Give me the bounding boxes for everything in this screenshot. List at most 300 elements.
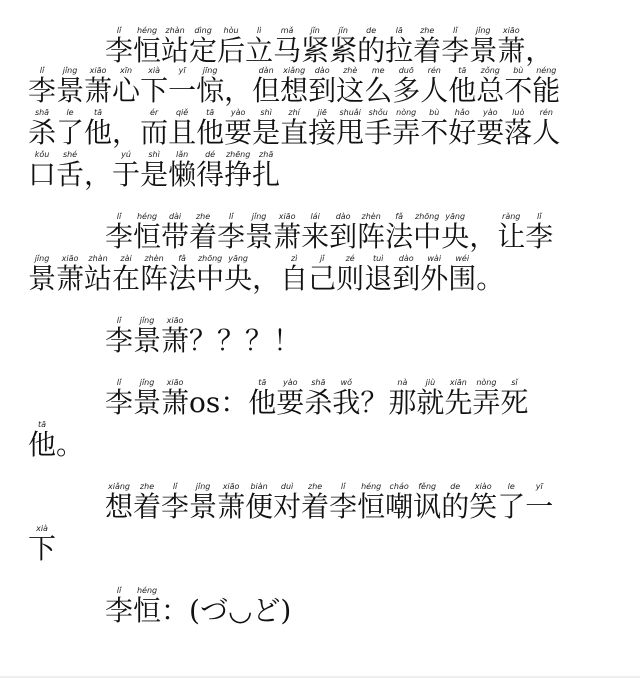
hanzi-with-pinyin — [280, 254, 309, 295]
pinyin-annotation: ràng — [497, 212, 526, 221]
text-line — [105, 378, 528, 417]
pinyin-annotation: xiǎng — [105, 482, 134, 491]
hanzi-char: 对 — [273, 490, 302, 523]
hanzi-char: 能 — [532, 74, 561, 107]
pinyin-annotation: nòng — [472, 378, 501, 387]
pinyin-annotation: nòng — [392, 108, 421, 117]
hanzi-char: 站 — [84, 262, 113, 295]
hanzi-char: 到 — [329, 220, 358, 253]
hanzi-char: 是 — [252, 116, 281, 149]
pinyin-annotation: wǒ — [332, 378, 361, 387]
hanzi-with-pinyin — [28, 66, 57, 107]
hanzi-char: 弄 — [472, 386, 501, 419]
pinyin-annotation: zì — [280, 254, 309, 263]
hanzi-char: 就 — [416, 386, 445, 419]
pinyin-annotation: bù — [504, 66, 533, 75]
hanzi-char: 死 — [500, 386, 529, 419]
hanzi-with-pinyin — [105, 212, 134, 253]
pinyin-annotation: kǒu — [28, 150, 57, 159]
hanzi-with-pinyin — [105, 586, 134, 627]
hanzi-with-pinyin — [224, 254, 253, 295]
pinyin-annotation: shā — [304, 378, 333, 387]
pinyin-annotation: dìng — [189, 26, 218, 35]
hanzi-with-pinyin — [245, 26, 274, 67]
pinyin-annotation: jǐ — [308, 254, 337, 263]
hanzi-with-pinyin — [161, 316, 190, 357]
pinyin-annotation: rén — [420, 66, 449, 75]
hanzi-char: 着 — [133, 490, 162, 523]
hanzi-with-pinyin — [133, 212, 162, 253]
hanzi-with-pinyin — [388, 378, 417, 419]
hanzi-with-pinyin — [525, 212, 554, 253]
hanzi-char: 他 — [28, 428, 57, 461]
hanzi-char: 手 — [364, 116, 393, 149]
pinyin-annotation: zǒng — [476, 66, 505, 75]
hanzi-with-pinyin — [441, 26, 470, 67]
pinyin-annotation: jǐng — [56, 66, 85, 75]
hanzi-with-pinyin — [56, 108, 85, 149]
pinyin-annotation: lǐ — [105, 586, 134, 595]
hanzi-with-pinyin — [196, 254, 225, 295]
punctuation: ， — [525, 34, 554, 67]
pinyin-annotation: lǐ — [525, 212, 554, 221]
hanzi-with-pinyin — [301, 212, 330, 253]
hanzi-with-pinyin — [105, 316, 134, 357]
hanzi-char: 李 — [105, 220, 134, 253]
hanzi-with-pinyin — [497, 212, 526, 253]
pinyin-annotation: xiāo — [217, 482, 246, 491]
pinyin-annotation: xiān — [444, 378, 473, 387]
hanzi-with-pinyin — [385, 26, 414, 67]
hanzi-with-pinyin — [161, 212, 190, 253]
pinyin-annotation: shì — [252, 108, 281, 117]
hanzi-char: 要 — [224, 116, 253, 149]
pinyin-annotation: de — [357, 26, 386, 35]
hanzi-with-pinyin — [217, 482, 246, 523]
pinyin-annotation: yào — [224, 108, 253, 117]
hanzi-char: 的 — [441, 490, 470, 523]
pinyin-annotation: tā — [196, 108, 225, 117]
hanzi-char: 他 — [448, 74, 477, 107]
hanzi-with-pinyin — [504, 66, 533, 107]
hanzi-char: 法 — [385, 220, 414, 253]
pinyin-annotation: zhè — [336, 66, 365, 75]
pinyin-annotation: jǐng — [133, 316, 162, 325]
pinyin-annotation: sǐ — [500, 378, 529, 387]
pinyin-annotation: héng — [357, 482, 386, 491]
hanzi-char: 景 — [133, 324, 162, 357]
pinyin-annotation: wài — [420, 254, 449, 263]
pinyin-annotation: dào — [308, 66, 337, 75]
hanzi-with-pinyin — [273, 482, 302, 523]
hanzi-char: 要 — [476, 116, 505, 149]
hanzi-char: 阵 — [357, 220, 386, 253]
pinyin-annotation: zhe — [133, 482, 162, 491]
hanzi-char: 人 — [420, 74, 449, 107]
hanzi-with-pinyin — [133, 586, 162, 627]
hanzi-char: 他 — [196, 116, 225, 149]
hanzi-char: 那 — [388, 386, 417, 419]
hanzi-char: 直 — [280, 116, 309, 149]
hanzi-with-pinyin — [357, 212, 386, 253]
hanzi-char: 李 — [329, 490, 358, 523]
pinyin-annotation: jǐng — [245, 212, 274, 221]
hanzi-char: 自 — [280, 262, 309, 295]
pinyin-annotation: me — [364, 66, 393, 75]
hanzi-char: 但 — [252, 74, 281, 107]
hanzi-with-pinyin — [252, 108, 281, 149]
pinyin-annotation: jiē — [308, 108, 337, 117]
hanzi-with-pinyin — [133, 482, 162, 523]
pinyin-annotation: héng — [133, 586, 162, 595]
hanzi-char: 接 — [308, 116, 337, 149]
hanzi-char: 法 — [168, 262, 197, 295]
hanzi-char: 一 — [525, 490, 554, 523]
hanzi-char: 景 — [189, 490, 218, 523]
hanzi-with-pinyin — [217, 212, 246, 253]
pinyin-annotation: duì — [273, 482, 302, 491]
pinyin-annotation: luò — [504, 108, 533, 117]
hanzi-char: 萧 — [273, 220, 302, 253]
hanzi-char: 这 — [336, 74, 365, 107]
hanzi-char: 萧 — [497, 34, 526, 67]
pinyin-annotation: xià — [28, 524, 57, 533]
pinyin-annotation: jǐng — [469, 26, 498, 35]
hanzi-with-pinyin — [497, 482, 526, 523]
hanzi-char: 紧 — [301, 34, 330, 67]
hanzi-char: 于 — [112, 158, 141, 191]
hanzi-with-pinyin — [252, 66, 281, 107]
pinyin-annotation: wéi — [448, 254, 477, 263]
hanzi-with-pinyin — [500, 378, 529, 419]
hanzi-char: 阵 — [140, 262, 169, 295]
hanzi-char: 杀 — [28, 116, 57, 149]
hanzi-with-pinyin — [308, 254, 337, 295]
pinyin-annotation: lǎn — [168, 150, 197, 159]
hanzi-with-pinyin — [245, 482, 274, 523]
hanzi-char: 李 — [217, 220, 246, 253]
pinyin-annotation: dài — [161, 212, 190, 221]
hanzi-with-pinyin — [532, 108, 561, 149]
hanzi-with-pinyin — [469, 26, 498, 67]
pinyin-annotation: zài — [112, 254, 141, 263]
hanzi-with-pinyin — [301, 482, 330, 523]
hanzi-char: 得 — [196, 158, 225, 191]
hanzi-with-pinyin — [28, 254, 57, 295]
hanzi-with-pinyin — [441, 212, 470, 253]
hanzi-with-pinyin — [140, 66, 169, 107]
pinyin-annotation: hǎo — [448, 108, 477, 117]
hanzi-with-pinyin — [196, 66, 225, 107]
hanzi-char: 便 — [245, 490, 274, 523]
hanzi-with-pinyin — [336, 254, 365, 295]
hanzi-char: 弄 — [392, 116, 421, 149]
hanzi-char: 着 — [189, 220, 218, 253]
hanzi-char: 围 — [448, 262, 477, 295]
pinyin-annotation: zhe — [301, 482, 330, 491]
hanzi-with-pinyin — [329, 482, 358, 523]
hanzi-char: 人 — [532, 116, 561, 149]
hanzi-char: 先 — [444, 386, 473, 419]
hanzi-with-pinyin — [448, 254, 477, 295]
hanzi-char: 李 — [105, 386, 134, 419]
hanzi-char: 李 — [161, 490, 190, 523]
hanzi-with-pinyin — [273, 212, 302, 253]
pinyin-annotation: lì — [245, 26, 274, 35]
hanzi-with-pinyin — [105, 26, 134, 67]
hanzi-with-pinyin — [420, 66, 449, 107]
punctuation: os： — [189, 386, 249, 419]
pinyin-annotation: dàn — [252, 66, 281, 75]
text-line — [105, 586, 291, 625]
hanzi-with-pinyin — [133, 26, 162, 67]
pinyin-annotation: dé — [196, 150, 225, 159]
hanzi-char: 了 — [56, 116, 85, 149]
pinyin-annotation: lǐ — [105, 212, 134, 221]
hanzi-with-pinyin — [357, 26, 386, 67]
pinyin-annotation: lǐ — [329, 482, 358, 491]
hanzi-with-pinyin — [273, 26, 302, 67]
hanzi-char: 己 — [308, 262, 337, 295]
hanzi-char: 景 — [28, 262, 57, 295]
hanzi-with-pinyin — [217, 26, 246, 67]
hanzi-char: 笑 — [469, 490, 498, 523]
hanzi-char: 后 — [217, 34, 246, 67]
pinyin-annotation: xiāo — [161, 378, 190, 387]
pinyin-annotation: jǐn — [301, 26, 330, 35]
pinyin-annotation: lǐ — [105, 378, 134, 387]
pinyin-annotation: fěng — [413, 482, 442, 491]
pinyin-annotation: lā — [385, 26, 414, 35]
hanzi-char: 恒 — [133, 220, 162, 253]
pinyin-annotation: qiě — [168, 108, 197, 117]
hanzi-char: 好 — [448, 116, 477, 149]
hanzi-char: 萧 — [217, 490, 246, 523]
hanzi-with-pinyin — [276, 378, 305, 419]
hanzi-with-pinyin — [161, 26, 190, 67]
hanzi-char: 且 — [168, 116, 197, 149]
hanzi-char: 萧 — [161, 324, 190, 357]
hanzi-with-pinyin — [112, 254, 141, 295]
hanzi-with-pinyin — [497, 26, 526, 67]
hanzi-with-pinyin — [308, 108, 337, 149]
hanzi-char: 下 — [140, 74, 169, 107]
hanzi-with-pinyin — [105, 378, 134, 419]
pinyin-annotation: zhí — [280, 108, 309, 117]
punctuation: ， — [84, 158, 113, 191]
hanzi-with-pinyin — [364, 108, 393, 149]
hanzi-char: 萧 — [161, 386, 190, 419]
pinyin-annotation: jǐng — [133, 378, 162, 387]
hanzi-with-pinyin — [224, 150, 253, 191]
hanzi-with-pinyin — [476, 66, 505, 107]
hanzi-with-pinyin — [332, 378, 361, 419]
hanzi-char: 着 — [413, 34, 442, 67]
hanzi-char: 到 — [392, 262, 421, 295]
hanzi-char: 在 — [112, 262, 141, 295]
hanzi-char: 李 — [105, 594, 134, 627]
pinyin-annotation: ér — [140, 108, 169, 117]
pinyin-annotation: zhā — [252, 150, 281, 159]
hanzi-char: 不 — [420, 116, 449, 149]
pinyin-annotation: jǐng — [189, 482, 218, 491]
hanzi-char: 想 — [105, 490, 134, 523]
pinyin-annotation: duō — [392, 66, 421, 75]
hanzi-with-pinyin — [532, 66, 561, 107]
hanzi-with-pinyin — [420, 108, 449, 149]
pinyin-annotation: yāng — [441, 212, 470, 221]
pinyin-annotation: biàn — [245, 482, 274, 491]
hanzi-with-pinyin — [140, 150, 169, 191]
hanzi-char: 立 — [245, 34, 274, 67]
pinyin-annotation: shì — [140, 150, 169, 159]
pinyin-annotation: néng — [532, 66, 561, 75]
hanzi-with-pinyin — [105, 482, 134, 523]
pinyin-annotation: zé — [336, 254, 365, 263]
hanzi-char: 而 — [140, 116, 169, 149]
hanzi-with-pinyin — [28, 524, 57, 565]
hanzi-char: 想 — [280, 74, 309, 107]
text-line — [28, 150, 280, 189]
hanzi-with-pinyin — [308, 66, 337, 107]
hanzi-char: 退 — [364, 262, 393, 295]
pinyin-annotation: lǐ — [161, 482, 190, 491]
hanzi-with-pinyin — [385, 212, 414, 253]
hanzi-char: 站 — [161, 34, 190, 67]
hanzi-with-pinyin — [420, 254, 449, 295]
text-line — [105, 26, 553, 65]
hanzi-char: 不 — [504, 74, 533, 107]
hanzi-char: 嘲 — [385, 490, 414, 523]
hanzi-char: 李 — [441, 34, 470, 67]
hanzi-char: 下 — [28, 532, 57, 565]
hanzi-char: 紧 — [329, 34, 358, 67]
hanzi-with-pinyin — [525, 482, 554, 523]
hanzi-with-pinyin — [28, 420, 57, 461]
hanzi-with-pinyin — [336, 66, 365, 107]
text-line — [105, 482, 553, 521]
pinyin-annotation: zhōng — [196, 254, 225, 263]
pinyin-annotation: hòu — [217, 26, 246, 35]
hanzi-with-pinyin — [196, 150, 225, 191]
hanzi-char: 定 — [189, 34, 218, 67]
hanzi-with-pinyin — [469, 482, 498, 523]
punctuation: ：(づ◡ど) — [161, 594, 292, 627]
pinyin-annotation: shā — [28, 108, 57, 117]
pinyin-annotation: zhàn — [84, 254, 113, 263]
hanzi-char: 景 — [56, 74, 85, 107]
hanzi-with-pinyin — [444, 378, 473, 419]
hanzi-char: 中 — [413, 220, 442, 253]
pinyin-annotation: lǐ — [105, 26, 134, 35]
hanzi-char: 是 — [140, 158, 169, 191]
pinyin-annotation: tā — [84, 108, 113, 117]
hanzi-with-pinyin — [280, 108, 309, 149]
hanzi-with-pinyin — [448, 66, 477, 107]
hanzi-with-pinyin — [196, 108, 225, 149]
pinyin-annotation: cháo — [385, 482, 414, 491]
hanzi-char: 萧 — [84, 74, 113, 107]
hanzi-with-pinyin — [28, 150, 57, 191]
hanzi-char: 的 — [357, 34, 386, 67]
pinyin-annotation: de — [441, 482, 470, 491]
punctuation: ， — [469, 220, 498, 253]
hanzi-char: 央 — [441, 220, 470, 253]
hanzi-with-pinyin — [133, 378, 162, 419]
punctuation: ， — [224, 74, 253, 107]
pinyin-annotation: rén — [532, 108, 561, 117]
hanzi-with-pinyin — [245, 212, 274, 253]
hanzi-char: 落 — [504, 116, 533, 149]
hanzi-char: 萧 — [56, 262, 85, 295]
hanzi-with-pinyin — [413, 482, 442, 523]
pinyin-annotation: zhe — [413, 26, 442, 35]
hanzi-with-pinyin — [168, 254, 197, 295]
pinyin-annotation: jǐng — [28, 254, 56, 263]
hanzi-char: 恒 — [133, 34, 162, 67]
pinyin-annotation: héng — [133, 212, 162, 221]
hanzi-with-pinyin — [189, 26, 218, 67]
pinyin-annotation: zhàn — [161, 26, 190, 35]
pinyin-annotation: xiāo — [273, 212, 302, 221]
hanzi-with-pinyin — [161, 482, 190, 523]
pinyin-annotation: xiāo — [84, 66, 113, 75]
pinyin-annotation: lǐ — [28, 66, 57, 75]
hanzi-char: 外 — [420, 262, 449, 295]
hanzi-with-pinyin — [364, 66, 393, 107]
hanzi-char: 马 — [273, 34, 302, 67]
hanzi-with-pinyin — [392, 66, 421, 107]
hanzi-char: 多 — [392, 74, 421, 107]
pinyin-annotation: le — [497, 482, 526, 491]
text-line — [105, 212, 553, 251]
hanzi-char: 舌 — [56, 158, 85, 191]
pinyin-annotation: shé — [56, 150, 85, 159]
hanzi-char: 杀 — [304, 386, 333, 419]
hanzi-with-pinyin — [168, 150, 197, 191]
pinyin-annotation: xiāo — [161, 316, 190, 325]
hanzi-with-pinyin — [413, 26, 442, 67]
hanzi-with-pinyin — [189, 482, 218, 523]
pinyin-annotation: mǎ — [273, 26, 302, 35]
hanzi-with-pinyin — [161, 378, 190, 419]
hanzi-char: 中 — [196, 262, 225, 295]
pinyin-annotation: tā — [448, 66, 477, 75]
hanzi-with-pinyin — [84, 108, 113, 149]
hanzi-with-pinyin — [56, 66, 85, 107]
pinyin-annotation: bù — [420, 108, 449, 117]
hanzi-char: 他 — [84, 116, 113, 149]
hanzi-char: 李 — [105, 34, 134, 67]
hanzi-with-pinyin — [336, 108, 365, 149]
pinyin-annotation: zhèn — [357, 212, 386, 221]
pinyin-annotation: tuì — [364, 254, 393, 263]
hanzi-char: 总 — [476, 74, 505, 107]
hanzi-with-pinyin — [392, 254, 421, 295]
hanzi-char: 央 — [224, 262, 253, 295]
hanzi-with-pinyin — [304, 378, 333, 419]
pinyin-annotation: tā — [248, 378, 277, 387]
pinyin-annotation: yāng — [224, 254, 253, 263]
hanzi-with-pinyin — [28, 108, 57, 149]
pinyin-annotation: yào — [476, 108, 505, 117]
pinyin-annotation: dào — [329, 212, 358, 221]
pinyin-annotation: zhèn — [140, 254, 169, 263]
hanzi-char: 了 — [497, 490, 526, 523]
hanzi-char: 则 — [336, 262, 365, 295]
hanzi-with-pinyin — [140, 254, 169, 295]
hanzi-with-pinyin — [392, 108, 421, 149]
